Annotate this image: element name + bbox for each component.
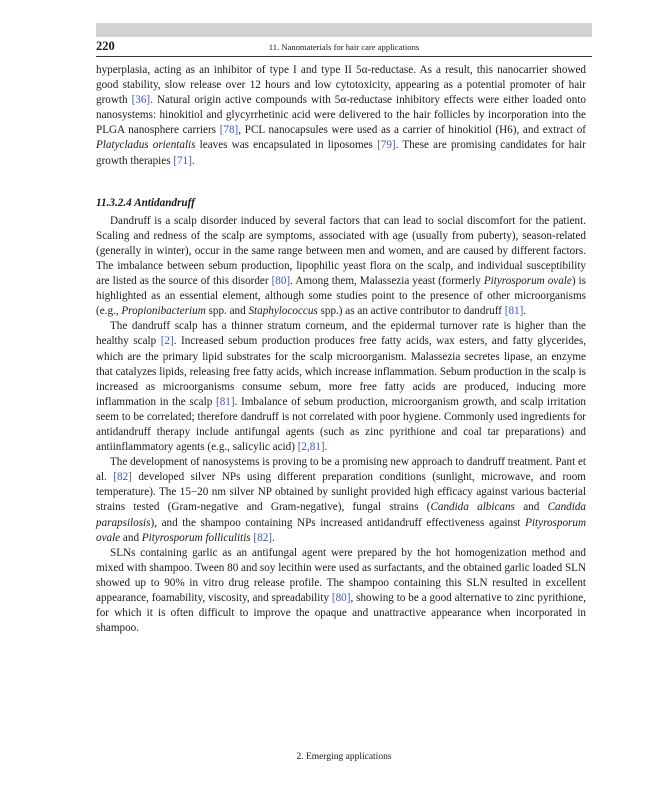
italic-term: Pityrosporum ovale — [483, 275, 572, 288]
text-run: Dandruff is a scalp disorder induced by several factors that can lead to social discomfort for the patient. Scaling and redness of the scalp are symptoms, associated with age (usually from puberty), season-related (generally in winter), occur in the same range between men and women, and are caused by different factors. The imbalance between sebum production, lipophilic yeast flora on the scalp, and individual susceptibility are listed as the source of this disorder — [96, 214, 586, 288]
citation-link[interactable]: [78] — [219, 124, 239, 137]
italic-term: Staphylococcus — [248, 305, 318, 318]
citation-link[interactable]: [36] — [131, 94, 151, 107]
citation-link[interactable]: [82] — [113, 471, 132, 484]
text-run: . — [271, 531, 275, 544]
page-footer: 2. Emerging applications — [296, 752, 392, 762]
citation-link[interactable]: [81] — [215, 395, 235, 408]
paragraph — [96, 319, 586, 455]
citation-link[interactable]: [71] — [173, 154, 192, 167]
text-run: The development of nanosystems is proving to be a promising new approach to dandruff treatment. Pant et al. — [96, 456, 586, 484]
section-heading: 11.3.2.4 Antidandruff — [96, 196, 195, 209]
page-body — [96, 63, 586, 636]
text-run: . — [523, 305, 527, 318]
italic-term: Candida albicans — [430, 501, 515, 514]
citation-link[interactable]: [82] — [253, 531, 272, 544]
page-number: 220 — [96, 39, 115, 53]
paragraph — [96, 546, 586, 637]
running-head: 11. Nanomaterials for hair care applications — [268, 42, 420, 52]
citation-link[interactable]: [80] — [271, 275, 291, 288]
citation-link[interactable]: [79] — [377, 139, 396, 152]
text-run: and — [514, 501, 548, 514]
text-run: ), and the shampoo containing NPs increased antidandruff effectiveness against — [150, 516, 526, 529]
text-run: , PCL nanocapsules were used as a carrier of hinokitiol (H6), and extract of — [238, 124, 586, 137]
text-run: , showing to be a good alternative to zinc pyrithione, for which it is often difficult to improve the opaque and unattractive appearance when incorporated in shampoo. — [96, 592, 586, 635]
header-rule — [96, 56, 592, 57]
text-run: The dandruff scalp has a thinner stratum corneum, and the epidermal turnover rate is higher than the healthy scalp — [96, 320, 586, 348]
text-run: spp. and — [205, 305, 249, 318]
italic-term: Platycladus orientalis — [96, 139, 196, 152]
text-run: . Natural origin active compounds with 5α-reductase inhibitory effects were either loaded onto nanosystems: hinokitiol and glycyrrhetinic acid were delivered to the hair follicles by incorporation into the PLGA nanosphere carriers — [96, 94, 586, 137]
citation-link[interactable]: [2,81] — [297, 441, 325, 454]
italic-term: Pityrosporum folliculitis — [141, 531, 251, 544]
text-run: developed silver NPs using different preparation conditions (sunlight, microwave, and room temperature). The 15−20 nm silver NP obtained by sunlight provided high efficacy against various bacterial strains tested (Gram-negative and Gram-negative), fungal strains ( — [96, 471, 586, 514]
text-run: . Increased sebum production produces free fatty acids, wax esters, and fatty glycerides, which are the primary lipid substrates for the scalp microorganism. Malassezia secretes lipase, an enzyme that catalyzes lipids, releasing free fatty acids, which increase inflammation. Sebum production in the scalp is increased as microorganisms consume sebum, more free fatty acids are produced, inducing more inflammation in the scalp — [96, 335, 586, 408]
paragraph — [96, 214, 586, 320]
text-run: and — [120, 531, 142, 544]
header-bar — [96, 23, 592, 37]
italic-term: Candida parapsilosis — [96, 501, 586, 529]
text-run: SLNs containing garlic as an antifungal agent were prepared by the hot homogenization method and mixed with shampoo. Tween 80 and soy lecithin were used as surfactants, and the obtained garlic loaded SLN showed up to 90% in vitro drug release profile. The shampoo containing this SLN resulted in excellent appearance, foamability, viscosity, and spreadability — [96, 546, 587, 604]
italic-term: Pityrosporum ovale — [96, 516, 586, 544]
paragraph — [96, 63, 586, 169]
citation-link[interactable]: [2] — [160, 335, 174, 348]
text-run: hyperplasia, acting as an inhibitor of type I and type II 5α-reductase. As a result, this nanocarrier showed good stability, slow release over 12 hours and low cytotoxicity, appearing as a potential promoter of hair growth — [96, 64, 586, 107]
text-run: . Imbalance of sebum production, microorganism growth, and scalp irritation seem to be correlated; therefore dandruff is not correlated with poor hygiene. Commonly used ingredients for antidandruff therapy include antifungal agents (such as zinc pyrithione and coal tar preparations) and antiinflammatory agents (e.g., salicylic acid) — [96, 395, 586, 454]
text-run: . — [324, 441, 328, 454]
page-header — [96, 38, 592, 54]
paragraph — [96, 455, 586, 546]
text-run: . — [191, 154, 195, 167]
text-run: . These are promising candidates for hair growth therapies — [96, 139, 586, 167]
text-run: ) is highlighted as an essential element, although some studies point to the presence of other microorganisms (e.g., — [96, 275, 586, 318]
italic-term: Propionibacterium — [121, 305, 206, 318]
citation-link[interactable]: [80] — [331, 592, 351, 604]
text-run: . Among them, Malassezia yeast (formerly — [290, 275, 484, 288]
text-run: spp.) as an active contributor to dandruff — [317, 305, 505, 318]
citation-link[interactable]: [81] — [504, 305, 524, 318]
text-run: leaves was encapsulated in liposomes — [195, 139, 378, 152]
